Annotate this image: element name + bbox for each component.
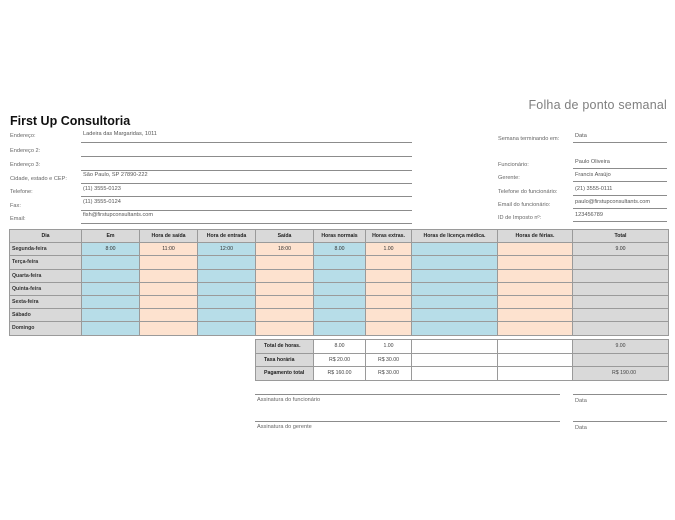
overtime-rate-value[interactable]: R$ 30.00 [366,353,412,367]
normal-pay-value: R$ 160.00 [314,367,366,381]
employee-phone-label: Telefone do funcionário: [498,189,558,195]
vacation-hours-cell[interactable] [498,322,573,335]
header-sick-hours: Horas de licença médica. [412,230,498,243]
time-out-cell[interactable]: 18:00 [256,243,314,256]
address-label: Endereço: [10,133,36,139]
total-cell [573,322,669,335]
day-cell: Quinta-feira [10,282,82,295]
normal-hours-cell[interactable] [314,256,366,269]
normal-hours-cell[interactable] [314,282,366,295]
break-in-cell[interactable] [198,282,256,295]
table-header-row [10,230,669,243]
header-in: Em [82,230,140,243]
day-cell: Segunda-feira [10,243,82,256]
time-in-cell[interactable] [82,309,140,322]
week-ending-label: Semana terminando em: [498,136,560,142]
day-cell: Sexta-feira [10,295,82,308]
total-normal-hours: 8.00 [314,340,366,354]
time-out-cell[interactable] [256,256,314,269]
week-ending-value[interactable]: Data [575,133,587,139]
normal-hours-cell[interactable] [314,295,366,308]
table-row [10,243,669,256]
city-label: Cidade, estado e CEP: [10,176,67,182]
day-cell: Domingo [10,322,82,335]
manager-date-label: Data [575,425,587,431]
break-out-cell[interactable] [140,269,198,282]
normal-rate-value[interactable]: R$ 20.00 [314,353,366,367]
day-cell: Terça-feira [10,256,82,269]
employee-email-line [573,208,667,209]
employee-value[interactable]: Paulo Oliveira [575,159,610,165]
phone-line [81,196,412,197]
fax-line [81,210,412,211]
email-label: Email: [10,216,26,222]
hourly-rate-row [256,353,669,367]
break-in-cell[interactable] [198,295,256,308]
address-line [81,142,412,143]
table-row [10,309,669,322]
vacation-hours-cell[interactable] [498,282,573,295]
employee-label: Funcionário: [498,162,529,168]
table-row [10,269,669,282]
total-hours-label: Total de horas. [256,340,314,354]
normal-hours-cell[interactable] [314,322,366,335]
employee-date-line[interactable] [573,394,667,395]
total-cell [573,269,669,282]
sick-hours-cell[interactable] [412,256,498,269]
overtime-cell[interactable] [366,269,412,282]
address-value[interactable]: Ladeira das Margaridas, 1011 [83,131,157,137]
overtime-pay-value: R$ 30.00 [366,367,412,381]
break-out-cell[interactable] [140,322,198,335]
header-out-break: Hora de saída [140,230,198,243]
sick-hours-cell[interactable] [412,282,498,295]
header-total: Total [573,230,669,243]
overtime-cell[interactable] [366,309,412,322]
hourly-rate-label: Taxa horária [256,353,314,367]
employee-date-label: Data [575,398,587,404]
header-day: Dia [10,230,82,243]
time-out-cell[interactable] [256,322,314,335]
sick-hours-cell[interactable] [412,309,498,322]
break-out-cell[interactable]: 11:00 [140,243,198,256]
sick-hours-cell[interactable] [412,322,498,335]
overtime-cell[interactable] [366,256,412,269]
email-line [81,223,412,224]
grand-total-pay: R$ 190.00 [573,367,669,381]
table-row [10,256,669,269]
break-out-cell[interactable] [140,309,198,322]
overtime-cell[interactable] [366,322,412,335]
sick-hours-cell[interactable] [412,295,498,308]
break-in-cell[interactable] [198,269,256,282]
employee-signature-line[interactable] [255,394,560,395]
total-hours-row [256,340,669,354]
time-out-cell[interactable] [256,282,314,295]
week-ending-line [573,142,667,143]
sick-hours-cell[interactable] [412,269,498,282]
normal-hours-cell[interactable] [314,269,366,282]
header-in-break: Hora de entrada [198,230,256,243]
header-out: Saída [256,230,314,243]
total-pay-row [256,367,669,381]
break-out-cell[interactable] [140,295,198,308]
employee-phone-line [573,195,667,196]
vacation-hours-cell[interactable] [498,243,573,256]
document-title: Folha de ponto semanal [528,98,667,112]
table-row [10,295,669,308]
time-in-cell[interactable] [82,269,140,282]
employee-email-value[interactable]: paulo@firstupconsultants.com [575,199,651,205]
sick-hours-cell[interactable] [412,243,498,256]
overtime-cell[interactable] [366,282,412,295]
break-in-cell[interactable]: 12:00 [198,243,256,256]
sick-pay-value [412,367,498,381]
time-in-cell[interactable] [82,295,140,308]
break-out-cell[interactable] [140,282,198,295]
total-overtime-hours: 1.00 [366,340,412,354]
totals-table [255,339,669,381]
manager-label: Gerente: [498,175,520,181]
grand-total-hours: 9.00 [573,340,669,354]
phone-label: Telefone: [10,189,33,195]
time-in-cell[interactable] [82,282,140,295]
city-value[interactable]: São Paulo, SP 27890-222 [83,172,148,178]
break-in-cell[interactable] [198,309,256,322]
phone-value[interactable]: (11) 3555-0123 [83,186,121,192]
vacation-hours-cell[interactable] [498,256,573,269]
sick-rate-value[interactable] [412,353,498,367]
vacation-hours-cell[interactable] [498,269,573,282]
total-sick-hours [412,340,498,354]
employee-signature-label: Assinatura do funcionário [257,397,321,403]
break-out-cell[interactable] [140,256,198,269]
total-cell [573,295,669,308]
time-out-cell[interactable] [256,269,314,282]
address2-label: Endereço 2: [10,148,41,154]
total-cell [573,256,669,269]
vacation-pay-value [498,367,573,381]
break-in-cell[interactable] [198,322,256,335]
time-in-cell[interactable] [82,256,140,269]
day-cell: Sábado [10,309,82,322]
employee-line [573,168,667,169]
rate-total-blank [573,353,669,367]
time-out-cell[interactable] [256,295,314,308]
total-vacation-hours [498,340,573,354]
manager-signature-label: Assinatura do gerente [257,424,312,430]
header-overtime: Horas extras. [366,230,412,243]
employee-email-label: Email do funcionário: [498,202,551,208]
address3-line [81,170,412,171]
overtime-cell[interactable]: 1.00 [366,243,412,256]
tax-id-label: ID de Imposto nº: [498,215,542,221]
address3-label: Endereço 3: [10,162,41,168]
time-in-cell[interactable]: 8:00 [82,243,140,256]
time-in-cell[interactable] [82,322,140,335]
header-normal-hours: Horas normais [314,230,366,243]
table-row [10,322,669,335]
vacation-hours-cell[interactable] [498,309,573,322]
total-cell: 9.00 [573,243,669,256]
day-cell: Quarta-feira [10,269,82,282]
city-line [81,183,412,184]
fax-label: Fax: [10,203,21,209]
manager-line [573,181,667,182]
manager-value[interactable]: Francis Araújo [575,172,611,178]
table-row [10,282,669,295]
company-name: First Up Consultoria [10,114,131,128]
fax-value[interactable]: (11) 3555-0124 [83,199,121,205]
total-pay-label: Pagamento total [256,367,314,381]
total-cell [573,309,669,322]
vacation-hours-cell[interactable] [498,295,573,308]
timesheet-table [9,229,669,336]
break-in-cell[interactable] [198,256,256,269]
employee-phone-value[interactable]: (21) 3555-0111 [575,186,613,192]
email-value[interactable]: fish@firstupconsultants.com [83,212,154,218]
tax-id-line [573,221,667,222]
manager-date-line[interactable] [573,421,667,422]
vacation-rate-value[interactable] [498,353,573,367]
normal-hours-cell[interactable] [314,309,366,322]
overtime-cell[interactable] [366,295,412,308]
total-cell [573,282,669,295]
time-out-cell[interactable] [256,309,314,322]
manager-signature-line[interactable] [255,421,560,422]
address2-line [81,156,412,157]
tax-id-value[interactable]: 123456789 [575,212,603,218]
header-vacation-hours: Horas de férias. [498,230,573,243]
normal-hours-cell[interactable]: 8.00 [314,243,366,256]
